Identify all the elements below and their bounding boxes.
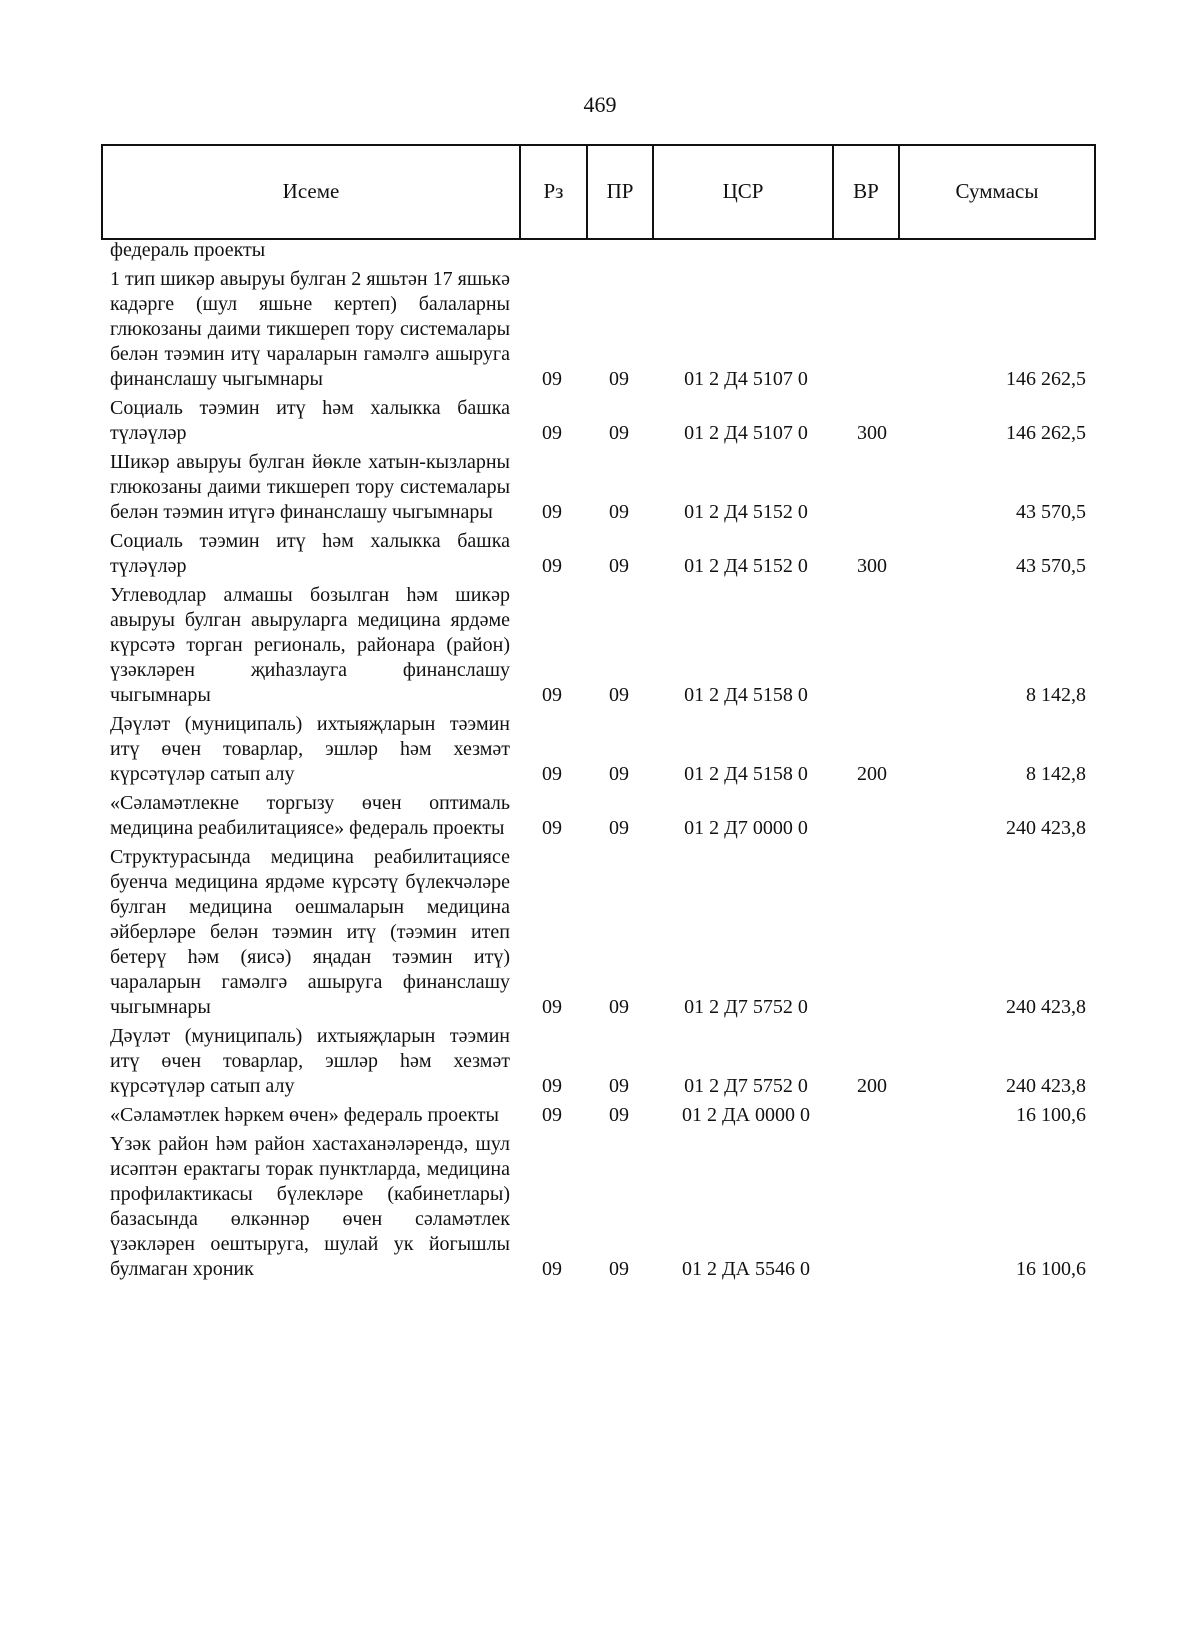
table-row — [110, 1024, 1100, 1099]
row-name: «Сәламәтлек һәркем өчен» федераль проекты — [110, 1104, 499, 1126]
row-rz: 09 — [542, 422, 562, 444]
row-sum: 16 100,6 — [1016, 1104, 1086, 1126]
row-pr: 09 — [609, 996, 629, 1018]
row-sum: 146 262,5 — [1006, 422, 1086, 444]
row-sum: 43 570,5 — [1016, 501, 1086, 523]
header-name: Исеме — [103, 146, 521, 238]
row-sum: 8 142,8 — [1026, 684, 1086, 706]
row-name: Структурасында медицина реабилитациясе буенча медицина ярдәме күрсәтү бүлекчәләре булган медицина оешмаларын медицина әйберләре белән тәэмин итү (тәэмин итеп бетерү һәм (яисә) яңадан тәэмин итү) чараларын гамәлгә ашыруга финанслашу чыгымнары — [110, 846, 510, 1018]
row-name: Дәүләт (муниципаль) ихтыяҗларын тәэмин итү өчен товарлар, эшләр һәм хезмәт күрсәтүләр сатып алу — [110, 1025, 510, 1097]
row-sum: 240 423,8 — [1006, 996, 1086, 1018]
row-rz: 09 — [542, 501, 562, 523]
row-csr: 01 2 Д7 0000 0 — [684, 817, 808, 839]
row-pr: 09 — [609, 817, 629, 839]
row-vr: 200 — [857, 1075, 887, 1097]
table-body — [110, 238, 1100, 1286]
row-csr: 01 2 Д4 5158 0 — [684, 684, 808, 706]
row-csr: 01 2 ДА 5546 0 — [681, 1258, 811, 1280]
header-csr: ЦСР — [654, 146, 834, 238]
row-pr: 09 — [609, 763, 629, 785]
table-row — [110, 791, 1100, 841]
row-name: Үзәк район һәм район хастаханәләрендә, шул исәптән ерактагы торак пунктларда, медицина профилактикасы бүлекләре (кабинетлары) базасында өлкәннәр өчен сәламәтлек үзәкләрен оештыруга, шулай ук йогышлы булмаган хроник — [110, 1133, 510, 1280]
row-rz: 09 — [542, 817, 562, 839]
row-pr: 09 — [609, 422, 629, 444]
row-pr: 09 — [609, 1258, 629, 1280]
table-row — [110, 845, 1100, 1020]
row-csr: 01 2 Д4 5158 0 — [684, 763, 808, 785]
row-name: Социаль тәэмин итү һәм халыкка башка түләүләр — [110, 397, 510, 444]
table-header — [101, 144, 1096, 240]
header-vr: ВР — [834, 146, 900, 238]
row-name: 1 тип шикәр авыруы булган 2 яшьтән 17 яшькә кадәрге (шул яшьне кертеп) балаларны глюкозаны даими тикшереп тору системалары белән тәэмин итү чараларын гамәлгә ашыруга финанслашу чыгымнары — [110, 268, 510, 390]
table-row — [110, 450, 1100, 525]
row-name: «Сәламәтлекне торгызу өчен оптималь медицина реабилитациясе» федераль проекты — [110, 792, 510, 839]
row-csr: 01 2 Д4 5107 0 — [684, 368, 808, 390]
row-pr: 09 — [609, 555, 629, 577]
table-row — [110, 529, 1100, 579]
row-rz: 09 — [542, 996, 562, 1018]
row-pr: 09 — [609, 1104, 629, 1126]
page-number: 469 — [583, 92, 617, 117]
table-row — [110, 1103, 1100, 1128]
row-name: Шикәр авыруы булган йөкле хатын-кызларны глюкозаны даими тикшереп тору системалары белән тәэмин итүгә финанслашу чыгымнары — [110, 451, 510, 523]
row-sum: 43 570,5 — [1016, 555, 1086, 577]
row-name: Углеводлар алмашы бозылган һәм шикәр авыруы булган авыруларга медицина ярдәме күрсәтә торган региональ, районара (район) үзәкләрен җиһазлауга финанслашу чыгымнары — [110, 584, 510, 706]
row-sum: 240 423,8 — [1006, 817, 1086, 839]
row-csr: 01 2 Д4 5152 0 — [684, 501, 808, 523]
row-rz: 09 — [542, 1104, 562, 1126]
row-rz: 09 — [542, 684, 562, 706]
row-rz: 09 — [542, 1075, 562, 1097]
row-vr: 300 — [857, 422, 887, 444]
header-sum: Суммасы — [955, 178, 1039, 203]
table-row — [110, 396, 1100, 446]
row-name: Дәүләт (муниципаль) ихтыяҗларын тәэмин итү өчен товарлар, эшләр һәм хезмәт күрсәтүләр сатып алу — [110, 713, 510, 785]
row-sum: 16 100,6 — [1016, 1258, 1086, 1280]
row-csr: 01 2 Д7 5752 0 — [684, 996, 808, 1018]
row-pr: 09 — [609, 501, 629, 523]
row-pr: 09 — [609, 684, 629, 706]
row-csr: 01 2 Д7 5752 0 — [684, 1075, 808, 1097]
row-vr: 300 — [857, 555, 887, 577]
table-row — [110, 238, 1100, 263]
row-rz: 09 — [542, 1258, 562, 1280]
row-csr: 01 2 Д4 5152 0 — [684, 555, 808, 577]
row-pr: 09 — [609, 1075, 629, 1097]
table-row — [110, 583, 1100, 708]
row-sum: 146 262,5 — [1006, 368, 1086, 390]
table-row — [110, 1132, 1100, 1282]
table-row — [110, 267, 1100, 392]
row-sum: 8 142,8 — [1026, 763, 1086, 785]
row-csr: 01 2 ДА 0000 0 — [681, 1104, 811, 1126]
row-name: Социаль тәэмин итү һәм халыкка башка түләүләр — [110, 530, 510, 577]
row-rz: 09 — [542, 368, 562, 390]
header-pr: ПР — [588, 146, 654, 238]
row-pr: 09 — [609, 368, 629, 390]
table-row — [110, 712, 1100, 787]
row-rz: 09 — [542, 763, 562, 785]
row-name: федераль проекты — [110, 239, 266, 261]
row-csr: 01 2 Д4 5107 0 — [684, 422, 808, 444]
row-sum: 240 423,8 — [1006, 1075, 1086, 1097]
row-rz: 09 — [542, 555, 562, 577]
row-vr: 200 — [857, 763, 887, 785]
header-rz: Рз — [521, 146, 588, 238]
